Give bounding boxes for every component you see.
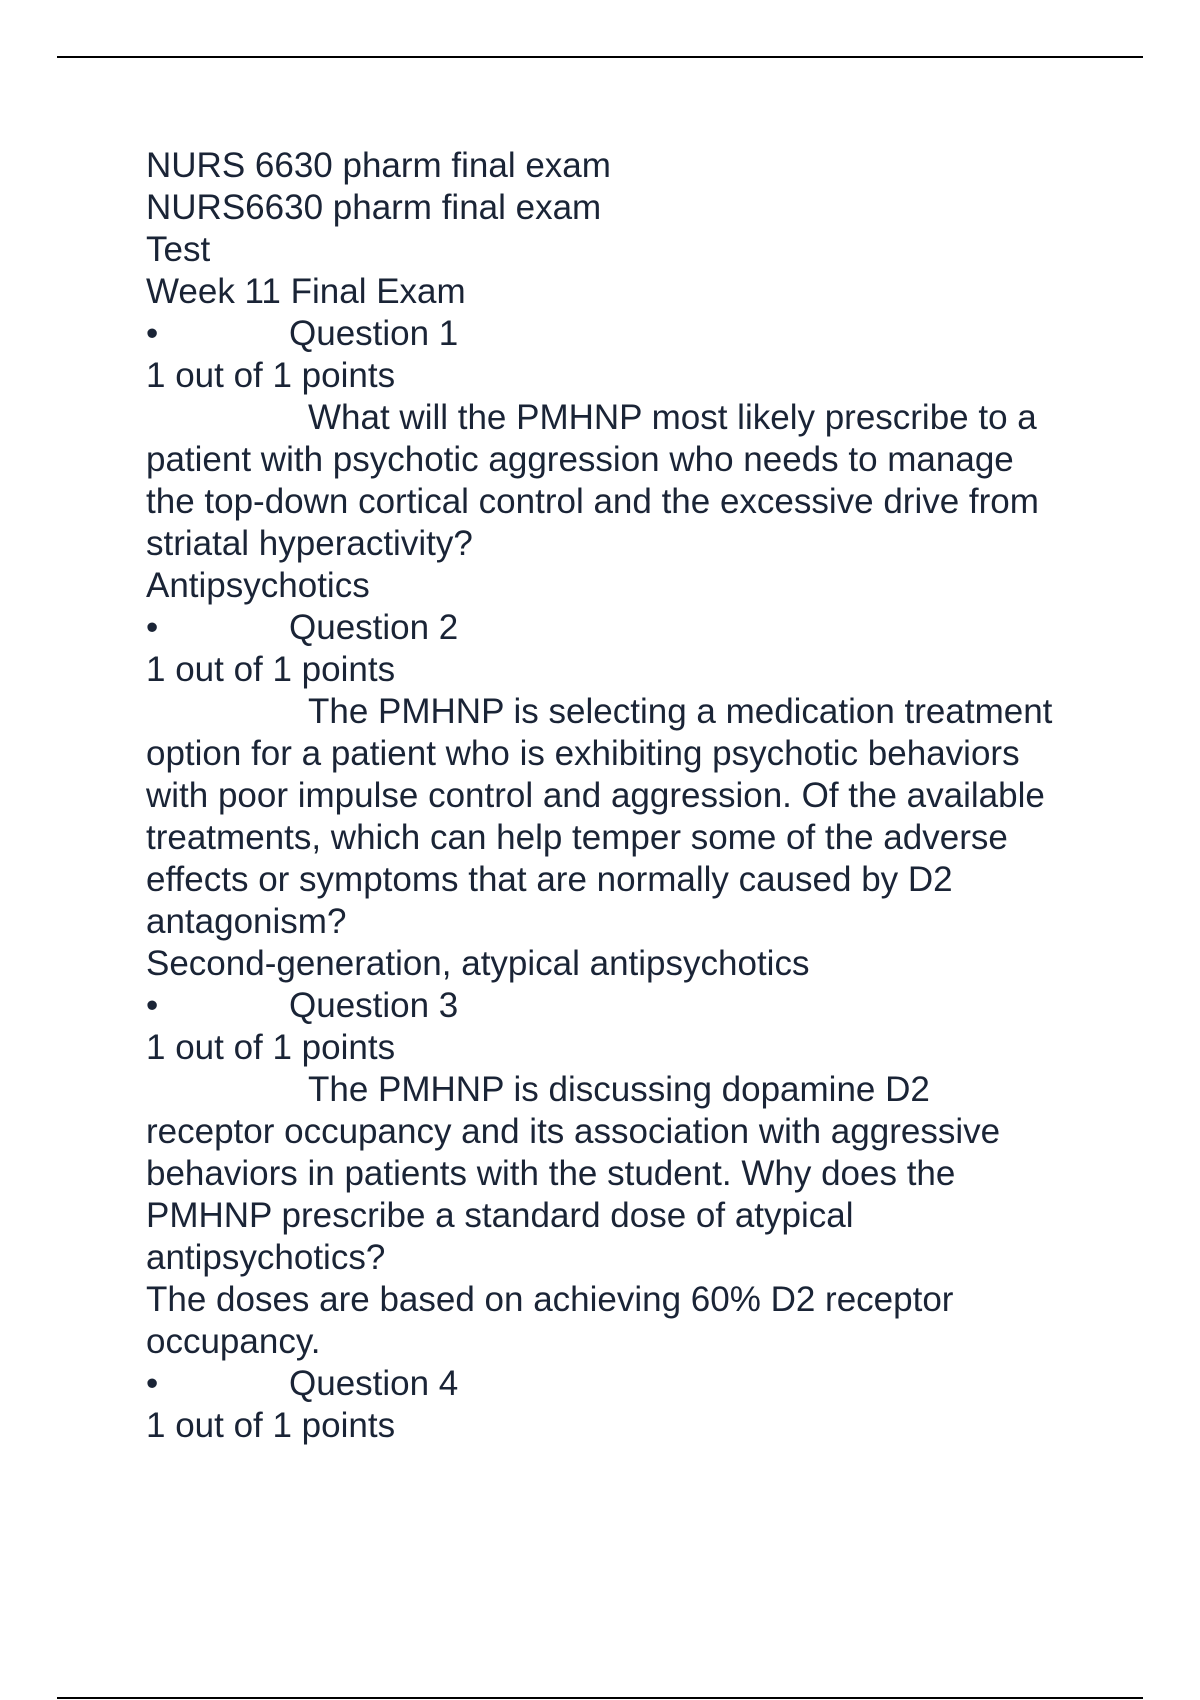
prompt-line: receptor occupancy and its association with aggressive bbox=[146, 1112, 1001, 1151]
bullet-icon: • bbox=[146, 1364, 159, 1403]
prompt-line: PMHNP prescribe a standard dose of atypical bbox=[146, 1196, 854, 1235]
document-body bbox=[146, 145, 1106, 1447]
question-prompt bbox=[146, 691, 1106, 943]
bullet-icon: • bbox=[146, 986, 159, 1025]
question-answer: Antipsychotics bbox=[146, 566, 370, 605]
question-heading bbox=[146, 985, 1106, 1027]
question-block-3 bbox=[146, 985, 1106, 1363]
question-prompt bbox=[146, 1069, 1106, 1279]
prompt-line: The PMHNP is selecting a medication treatment bbox=[308, 692, 1053, 731]
question-heading bbox=[146, 313, 1106, 355]
question-points: 1 out of 1 points bbox=[146, 1028, 396, 1067]
prompt-line: effects or symptoms that are normally caused by D2 bbox=[146, 860, 953, 899]
question-points: 1 out of 1 points bbox=[146, 1406, 396, 1445]
prompt-line: option for a patient who is exhibiting psychotic behaviors bbox=[146, 734, 1020, 773]
question-heading bbox=[146, 607, 1106, 649]
prompt-line: What will the PMHNP most likely prescribe to a bbox=[308, 398, 1037, 437]
bullet-icon: • bbox=[146, 314, 159, 353]
prompt-line: antipsychotics? bbox=[146, 1238, 386, 1277]
question-answer: occupancy. bbox=[146, 1322, 321, 1361]
exam-name: Week 11 Final Exam bbox=[146, 272, 466, 311]
test-label: Test bbox=[146, 230, 211, 269]
question-label: Question 1 bbox=[289, 314, 459, 353]
question-points: 1 out of 1 points bbox=[146, 650, 396, 689]
question-answer: The doses are based on achieving 60% D2 receptor bbox=[146, 1280, 954, 1319]
question-heading bbox=[146, 1363, 1106, 1405]
course-title: NURS 6630 pharm final exam bbox=[146, 146, 611, 185]
question-points: 1 out of 1 points bbox=[146, 356, 396, 395]
question-block-4 bbox=[146, 1363, 1106, 1447]
prompt-line: The PMHNP is discussing dopamine D2 bbox=[308, 1070, 930, 1109]
prompt-line: behaviors in patients with the student. Why does the bbox=[146, 1154, 956, 1193]
prompt-line: striatal hyperactivity? bbox=[146, 524, 473, 563]
question-label: Question 4 bbox=[289, 1364, 459, 1403]
bottom-rule bbox=[57, 1697, 1143, 1699]
top-rule bbox=[57, 56, 1143, 58]
prompt-line: with poor impulse control and aggression. Of the available bbox=[146, 776, 1045, 815]
question-label: Question 2 bbox=[289, 608, 459, 647]
prompt-line: treatments, which can help temper some of the adverse bbox=[146, 818, 1008, 857]
prompt-line: patient with psychotic aggression who needs to manage bbox=[146, 440, 1014, 479]
prompt-line: the top-down cortical control and the excessive drive from bbox=[146, 482, 1039, 521]
question-block-1 bbox=[146, 313, 1106, 607]
bullet-icon: • bbox=[146, 608, 159, 647]
question-answer: Second-generation, atypical antipsychotics bbox=[146, 944, 810, 983]
course-title-alt: NURS6630 pharm final exam bbox=[146, 188, 602, 227]
question-label: Question 3 bbox=[289, 986, 459, 1025]
question-prompt bbox=[146, 397, 1106, 565]
question-block-2 bbox=[146, 607, 1106, 985]
prompt-line: antagonism? bbox=[146, 902, 347, 941]
